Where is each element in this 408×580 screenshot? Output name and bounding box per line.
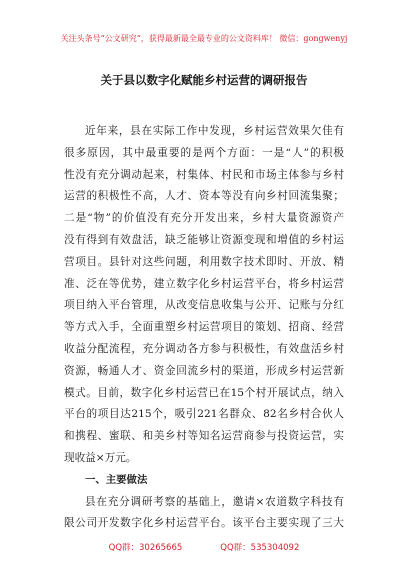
paragraph-line: 准、泛在等优势，建立数字化乡村运营平台，将乡村运营 (64, 277, 344, 290)
paragraph-line: 营项目。县针对这些问题，利用数字技术即时、开放、精 (64, 255, 344, 268)
paragraph-line: 现收益×万元。 (64, 451, 137, 464)
paragraph-line: 资源，畅通人才、资金回流乡村的渠道，形成乡村运营新 (64, 364, 344, 377)
paragraph-line: 县在充分调研考察的基础上，邀请×农道数字科技有 (85, 495, 344, 508)
paragraph-line: 限公司开发数字化乡村运营平台。该平台主要实现了三大 (64, 517, 344, 530)
qq-group-2: QQ群：535304092 (220, 543, 300, 553)
footer-contact (0, 541, 408, 553)
document-body (64, 121, 344, 535)
paragraph-line: 二是“物”的价值没有充分开发出来，乡村大量资源资产 (64, 212, 344, 225)
paragraph-line: 近年来，县在实际工作中发现，乡村运营效果欠佳有 (85, 125, 344, 137)
section-heading: 一、主要做法 (85, 473, 148, 486)
paragraph-line: 没有得到有效盘活，缺乏能够让资源变现和增值的乡村运 (64, 233, 344, 246)
paragraph-line: 收益分配流程，充分调动各方参与积极性，有效盘活乡村 (64, 342, 344, 355)
paragraph-line: 模式。目前，数字化乡村运营已在15个村开展试点，纳入 (64, 386, 344, 399)
paragraph-line: 很多原因，其中最重要的是两个方面：一是“人”的积极 (64, 146, 344, 159)
paragraph-line: 运营的积极性不高，人才、资本等没有向乡村回流集聚； (64, 190, 344, 203)
paragraph-2 (64, 492, 344, 536)
paragraph-line: 项目纳入平台管理，从改变信息收集与公开、记账与分红 (64, 299, 344, 312)
paragraph-1 (64, 121, 344, 470)
document-title: 关于县以数字化赋能乡村运营的调研报告 (100, 73, 308, 87)
paragraph-line: 平台的项目达215个，吸引221名群众、82名乡村合伙人 (64, 408, 344, 421)
paragraph-line: 性没有充分调动起来，村集体、村民和市场主体参与乡村 (64, 168, 344, 181)
promo-banner: 关注头条号“公文研究”，获得最新最全最专业的公文资料库！ 微信：gongwenyj (60, 34, 348, 43)
qq-group-1: QQ群：30265665 (108, 543, 183, 553)
paragraph-line: 和携程、蜜联、和美乡村等知名运营商参与投资运营，实 (64, 430, 344, 443)
paragraph-line: 等方式入手，全面重塑乡村运营项目的策划、招商、经营 (64, 321, 344, 334)
